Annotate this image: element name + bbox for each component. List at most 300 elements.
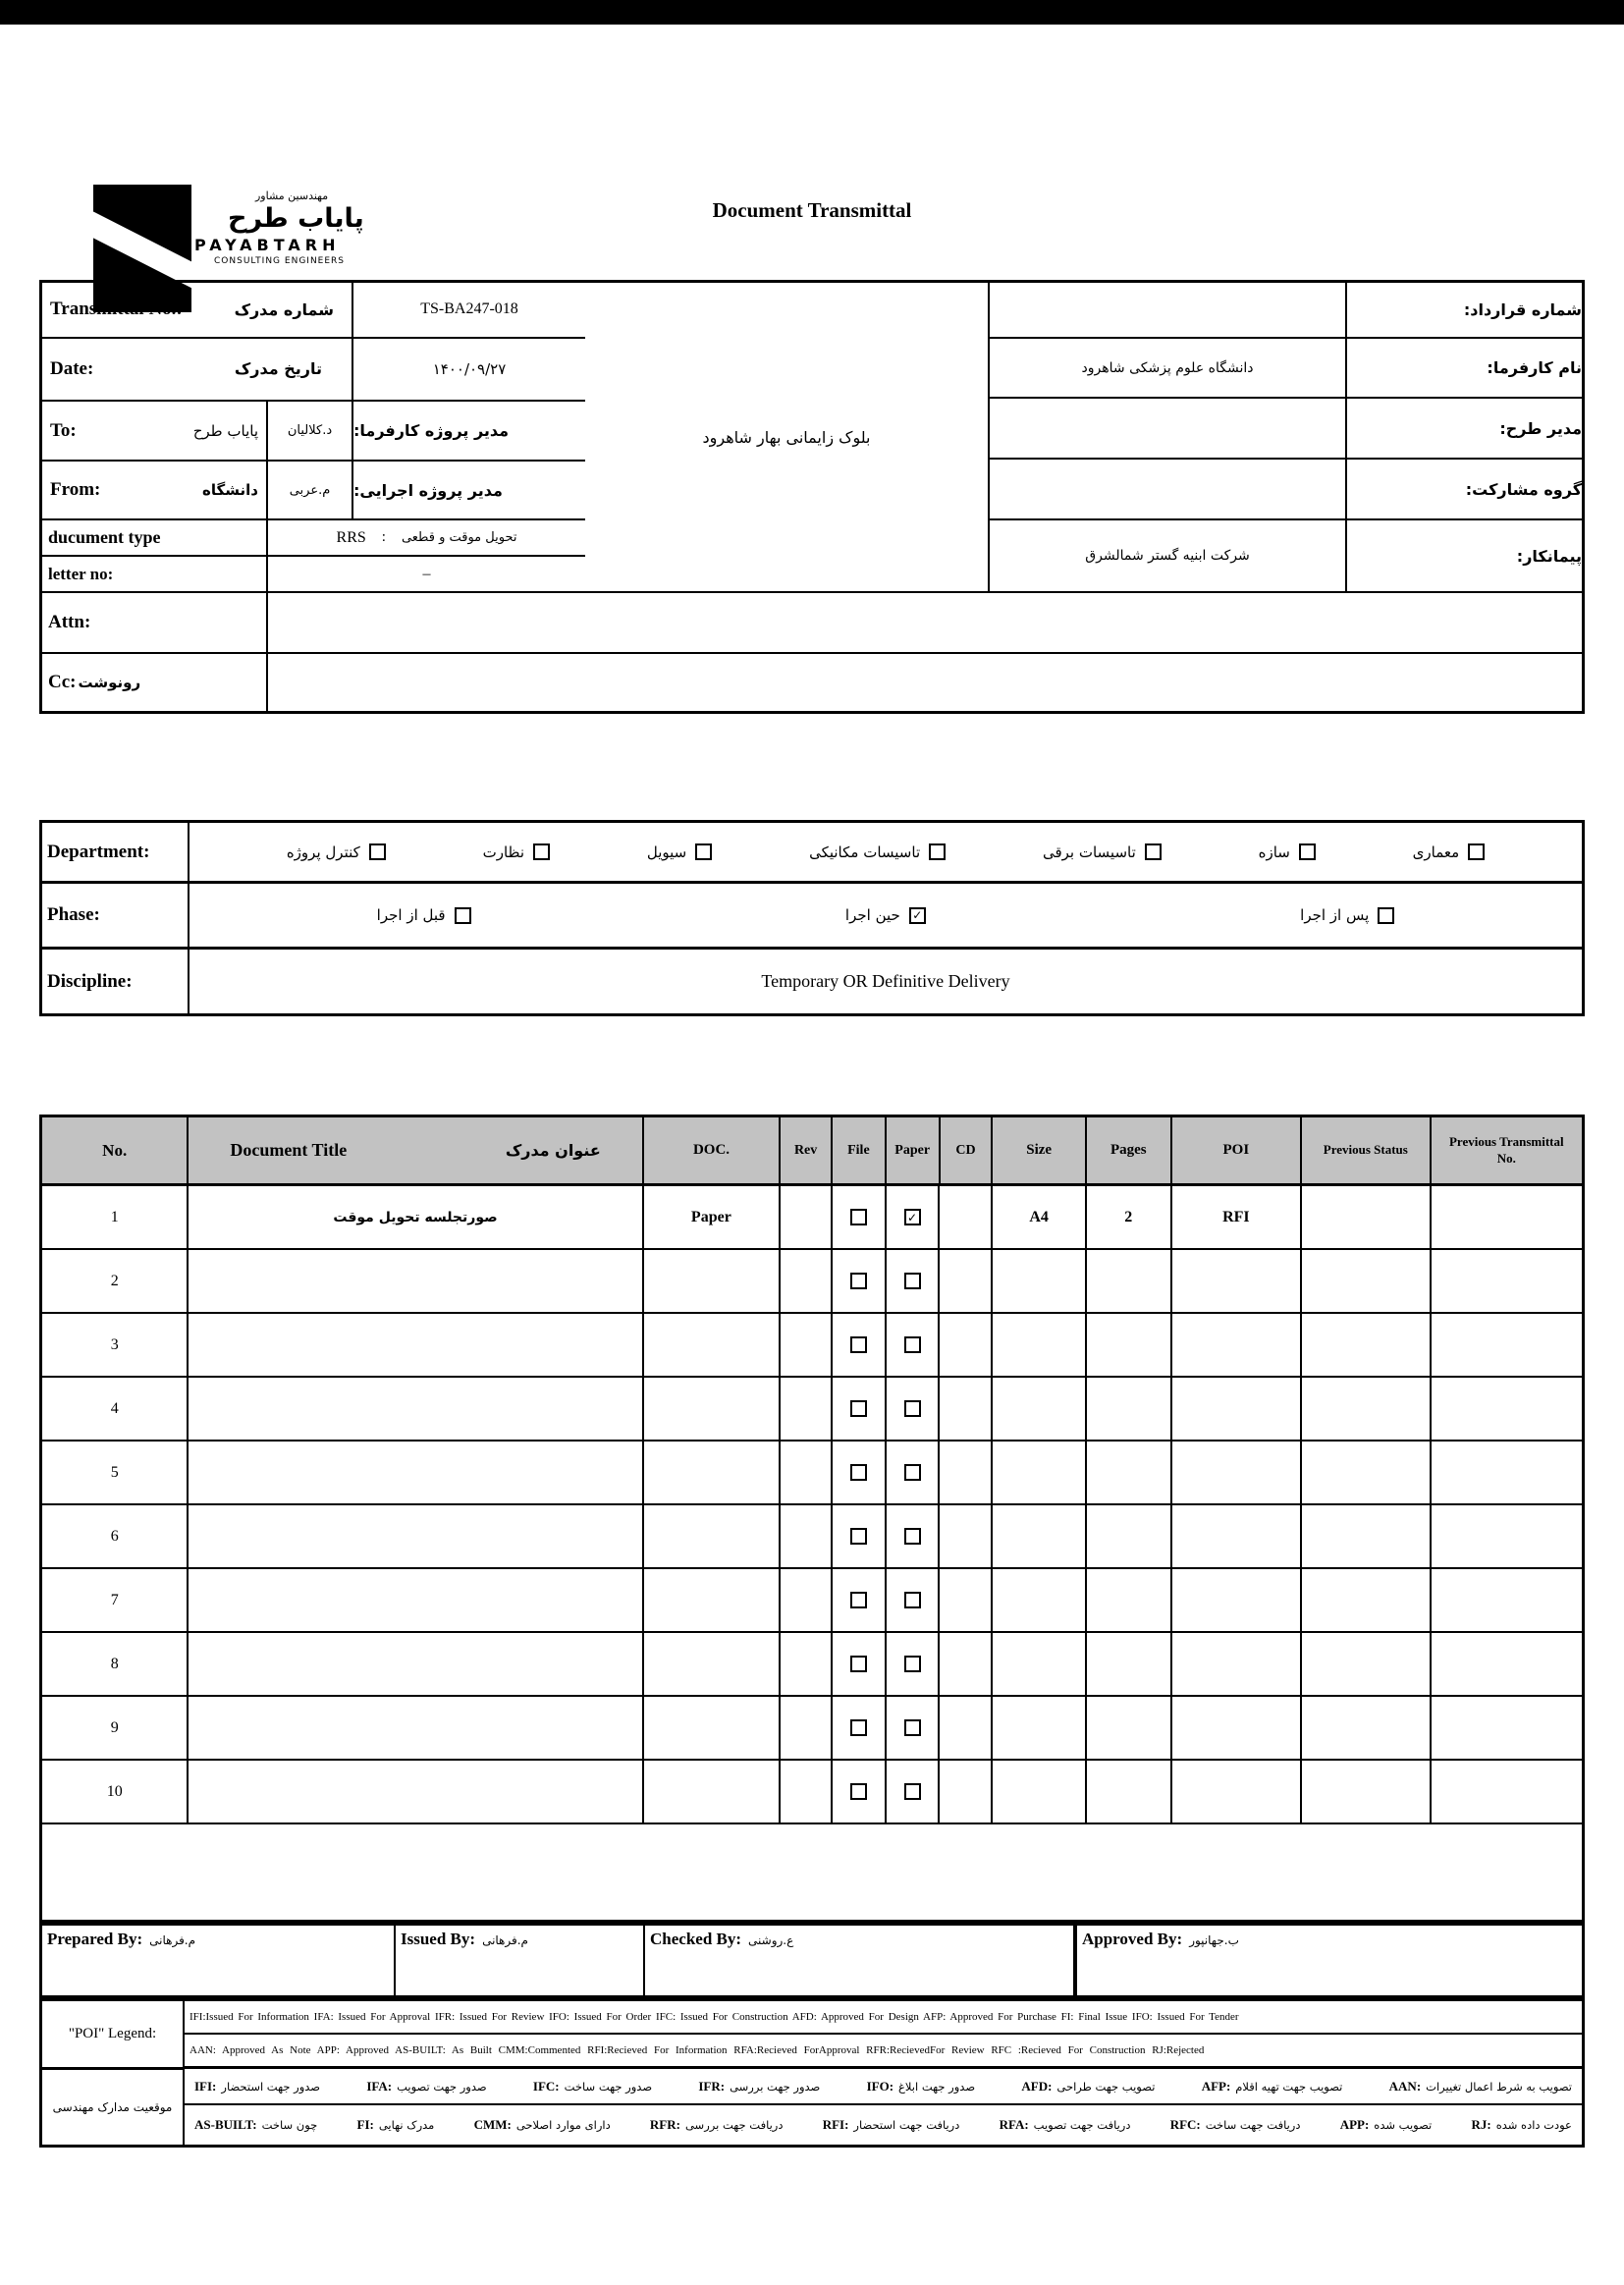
- document-list-table: [39, 1115, 1585, 1923]
- legend-persian-line-2: [185, 2105, 1582, 2145]
- to-label: To:: [50, 419, 77, 441]
- row-letter-no: [42, 557, 585, 591]
- department-option: [1259, 843, 1316, 861]
- cell-rev: [781, 1442, 833, 1503]
- legend-item-text: تصویب شده: [1374, 2118, 1433, 2132]
- file-checkbox[interactable]: [850, 1783, 867, 1800]
- cell-doc: [644, 1569, 781, 1631]
- jv-group-label: گروه مشارکت:: [1465, 479, 1582, 499]
- cell-rev: [781, 1761, 833, 1823]
- document-row: [42, 1697, 1582, 1761]
- legend-item-text: صدور جهت استحضار: [221, 2079, 321, 2094]
- document-table-header: [42, 1117, 1582, 1186]
- from-value: دانشگاه: [202, 481, 258, 500]
- to-value: پایاب طرح: [192, 421, 258, 440]
- cell-title: [189, 1314, 643, 1376]
- legend-item: [1021, 2079, 1155, 2095]
- cell-poi: [1172, 1633, 1303, 1695]
- cell-prev_status: [1302, 1378, 1432, 1440]
- discipline-value: Temporary OR Definitive Delivery: [761, 971, 1010, 991]
- row-to: [42, 402, 585, 462]
- row-contract-no: [990, 283, 1582, 339]
- document-row: [42, 1633, 1582, 1697]
- cell-title: [189, 1250, 643, 1312]
- department-option-checkbox[interactable]: [1299, 843, 1316, 860]
- row-from: [42, 462, 585, 520]
- cell-cd: [940, 1378, 993, 1440]
- phase-option-checkbox[interactable]: ✓: [909, 907, 926, 924]
- legend-item: [698, 2079, 820, 2095]
- phase-label: Phase:: [47, 904, 100, 925]
- contract-no-label: شماره قرارداد:: [1463, 300, 1582, 319]
- phase-option-checkbox[interactable]: [1378, 907, 1394, 924]
- phase-options: [189, 884, 1582, 947]
- legend-item-text: تصویب جهت تهیه اقلام: [1235, 2079, 1343, 2094]
- cell-paper: [887, 1633, 941, 1695]
- checked-by-cell: [645, 1926, 1077, 1995]
- department-option-checkbox[interactable]: [1145, 843, 1162, 860]
- department-option-label: تاسیسات مکانیکی: [809, 843, 921, 861]
- cell-prev_status: [1302, 1761, 1432, 1823]
- cell-poi: [1172, 1569, 1303, 1631]
- document-row: [42, 1378, 1582, 1442]
- page-title: Document Transmittal: [712, 198, 912, 222]
- cell-paper: [887, 1505, 941, 1567]
- cell-title: [189, 1505, 643, 1567]
- cell-rev: [781, 1697, 833, 1759]
- from-label: From:: [50, 479, 101, 501]
- logo-subtitle: CONSULTING ENGINEERS: [214, 256, 346, 267]
- phase-option-label: قبل از اجرا: [376, 906, 446, 924]
- cell-doc: [644, 1761, 781, 1823]
- document-row: [42, 1186, 1582, 1250]
- client-pm-label: مدیر پروژه کارفرما:: [353, 421, 510, 440]
- legend-item-abbr: AFD:: [1021, 2078, 1053, 2094]
- legend-item-text: چون ساخت: [261, 2118, 318, 2132]
- header-document-title-en: Document Title: [230, 1140, 348, 1161]
- legend-item-text: دریافت جهت بررسی: [684, 2118, 784, 2132]
- file-checkbox[interactable]: [850, 1656, 867, 1672]
- phase-option-label: حین اجرا: [844, 906, 900, 924]
- logo-name-en: PAYABTARH: [194, 235, 341, 254]
- cell-no: 1: [42, 1186, 189, 1248]
- legend-item-abbr: AAN:: [1388, 2078, 1422, 2094]
- legend-item-text: دریافت جهت استحضار: [853, 2118, 960, 2132]
- prepared-by-cell: [42, 1926, 396, 1995]
- paper-checkbox[interactable]: [904, 1592, 921, 1608]
- legend-item-text: صدور جهت تصویب: [397, 2079, 487, 2094]
- cell-doc: Paper: [644, 1186, 781, 1248]
- cell-poi: [1172, 1314, 1303, 1376]
- legend-item: [194, 2117, 317, 2133]
- cell-size: [993, 1505, 1087, 1567]
- cell-pages: [1087, 1505, 1172, 1567]
- cell-pages: [1087, 1250, 1172, 1312]
- phase-option-checkbox[interactable]: [455, 907, 471, 924]
- cell-no: 6: [42, 1505, 189, 1567]
- department-label: Department:: [47, 841, 150, 862]
- cell-paper: [887, 1442, 941, 1503]
- legend-item: [1340, 2117, 1433, 2133]
- department-option-label: سازه: [1258, 843, 1290, 861]
- legend-item: [1170, 2117, 1301, 2133]
- cell-prev_no: [1432, 1314, 1582, 1376]
- cell-cd: [940, 1569, 993, 1631]
- paper-checkbox[interactable]: [904, 1273, 921, 1289]
- cell-title: [189, 1761, 643, 1823]
- document-type-value-fa: تحویل موقت و قطعی: [401, 530, 517, 546]
- department-options: [189, 823, 1582, 881]
- legend-item: [366, 2079, 486, 2095]
- document-row: [42, 1761, 1582, 1824]
- checked-by-label: Checked By:: [650, 1930, 742, 1948]
- cell-title: [189, 1633, 643, 1695]
- cell-no: 9: [42, 1697, 189, 1759]
- transmittal-info-table: [39, 280, 1585, 714]
- document-type-code: RRS: [336, 528, 366, 546]
- poi-legend-table: [39, 1998, 1585, 2148]
- cell-poi: [1172, 1505, 1303, 1567]
- cell-file: [833, 1761, 887, 1823]
- cell-size: [993, 1761, 1087, 1823]
- file-checkbox[interactable]: [850, 1400, 867, 1417]
- phase-option: [377, 906, 471, 924]
- row-design-manager: [990, 399, 1582, 460]
- cell-no: 3: [42, 1314, 189, 1376]
- header-paper: Paper: [894, 1142, 931, 1158]
- header-size: Size: [1026, 1142, 1053, 1159]
- logo-name-fa: پایاب طرح: [228, 202, 364, 234]
- cell-doc: [644, 1697, 781, 1759]
- legend-item-text: تصویب به شرط اعمال تغییرات: [1426, 2079, 1572, 2094]
- legend-item-text: تصویب جهت طراحی: [1056, 2079, 1156, 2094]
- legend-item-abbr: IFO:: [866, 2078, 894, 2094]
- cell-paper: [887, 1186, 941, 1248]
- cell-cd: [940, 1314, 993, 1376]
- legend-item-abbr: IFI:: [194, 2078, 217, 2094]
- cell-file: [833, 1378, 887, 1440]
- legend-persian-line-1: [185, 2069, 1582, 2105]
- document-row: [42, 1569, 1582, 1633]
- phase-option-label: پس از اجرا: [1300, 906, 1370, 924]
- cell-doc: [644, 1505, 781, 1567]
- legend-item-text: دریافت جهت ساخت: [1205, 2118, 1301, 2132]
- legend-item-abbr: IFC:: [532, 2078, 560, 2094]
- document-row: [42, 1250, 1582, 1314]
- issued-by-label: Issued By:: [401, 1930, 476, 1948]
- department-option: [287, 843, 386, 861]
- cell-paper: [887, 1250, 941, 1312]
- cell-poi: [1172, 1697, 1303, 1759]
- legend-item-text: صدور جهت ابلاغ: [898, 2079, 976, 2094]
- department-option-checkbox[interactable]: [1468, 843, 1485, 860]
- cell-prev_status: [1302, 1186, 1432, 1248]
- cell-prev_status: [1302, 1314, 1432, 1376]
- legend-item-text: دریافت جهت تصویب: [1033, 2118, 1131, 2132]
- department-option-label: معماری: [1412, 843, 1460, 861]
- cell-cd: [940, 1633, 993, 1695]
- header-cd: CD: [955, 1142, 976, 1158]
- department-option: [1043, 843, 1162, 861]
- cell-doc: [644, 1314, 781, 1376]
- legend-item-abbr: FI:: [356, 2117, 374, 2132]
- cell-title: [189, 1569, 643, 1631]
- file-checkbox[interactable]: [850, 1528, 867, 1545]
- cell-paper: [887, 1697, 941, 1759]
- cell-prev_no: [1432, 1250, 1582, 1312]
- cell-size: [993, 1697, 1087, 1759]
- file-checkbox[interactable]: [850, 1209, 867, 1225]
- department-row: [42, 823, 1582, 884]
- cell-prev_no: [1432, 1633, 1582, 1695]
- cell-prev_no: [1432, 1761, 1582, 1823]
- cell-file: [833, 1186, 887, 1248]
- document-table-empty-area: [42, 1824, 1582, 1920]
- cell-paper: [887, 1569, 941, 1631]
- file-checkbox[interactable]: [850, 1719, 867, 1736]
- contractor-label: پیمانکار:: [1516, 546, 1582, 566]
- department-option-label: سیویل: [646, 843, 687, 861]
- document-row: [42, 1442, 1582, 1505]
- department-option: [809, 843, 946, 861]
- cell-pages: [1087, 1378, 1172, 1440]
- cell-prev_no: [1432, 1505, 1582, 1567]
- cell-title: [189, 1442, 643, 1503]
- cell-file: [833, 1633, 887, 1695]
- client-value: دانشگاه علوم پزشکی شاهرود: [1081, 359, 1254, 376]
- file-checkbox[interactable]: [850, 1464, 867, 1481]
- cell-pages: [1087, 1569, 1172, 1631]
- discipline-label: Discipline:: [47, 970, 133, 992]
- header-file: File: [847, 1142, 870, 1158]
- cell-rev: [781, 1314, 833, 1376]
- from-person: م.عربی: [289, 482, 331, 498]
- legend-label-column: [42, 2001, 185, 2145]
- cell-no: 2: [42, 1250, 189, 1312]
- department-option-checkbox[interactable]: [929, 843, 946, 860]
- file-checkbox[interactable]: [850, 1273, 867, 1289]
- header-rev: Rev: [793, 1142, 818, 1158]
- cell-pages: [1087, 1314, 1172, 1376]
- cell-pages: [1087, 1697, 1172, 1759]
- row-document-type: [42, 520, 585, 557]
- cell-poi: [1172, 1761, 1303, 1823]
- cell-pages: [1087, 1761, 1172, 1823]
- cc-label-fa: رونوشت: [78, 674, 141, 691]
- date-label-fa: تاریخ مدرک: [234, 359, 322, 379]
- legend-item: [867, 2079, 976, 2095]
- cell-size: A4: [993, 1186, 1087, 1248]
- cell-rev: [781, 1633, 833, 1695]
- cell-rev: [781, 1505, 833, 1567]
- row-attn: [42, 593, 1582, 654]
- cell-no: 4: [42, 1378, 189, 1440]
- cell-doc: [644, 1442, 781, 1503]
- department-option-checkbox[interactable]: [695, 843, 712, 860]
- header-poi: POI: [1222, 1142, 1250, 1159]
- attn-label: Attn:: [48, 612, 91, 632]
- cell-file: [833, 1442, 887, 1503]
- top-black-bar: [0, 0, 1624, 25]
- document-row: [42, 1505, 1582, 1569]
- legend-item-abbr: RFI:: [822, 2117, 849, 2132]
- legend-item-abbr: RFA:: [999, 2117, 1029, 2132]
- cell-file: [833, 1697, 887, 1759]
- cell-pages: 2: [1087, 1186, 1172, 1248]
- legend-item: [1389, 2079, 1572, 2095]
- header-no: No.: [102, 1140, 128, 1160]
- legend-item-text: صدور جهت بررسی: [730, 2079, 821, 2094]
- transmittal-no-value: TS-BA247-018: [420, 300, 518, 318]
- legend-item-text: عودت داده شده: [1495, 2118, 1572, 2132]
- paper-checkbox[interactable]: [904, 1528, 921, 1545]
- header-doc: DOC.: [692, 1142, 731, 1159]
- cell-rev: [781, 1378, 833, 1440]
- cell-poi: [1172, 1250, 1303, 1312]
- project-name: بلوک زایمانی بهار شاهرود: [702, 427, 871, 447]
- cell-size: [993, 1314, 1087, 1376]
- paper-checkbox[interactable]: [904, 1400, 921, 1417]
- legend-english-line-2: AAN: Approved As Note APP: Approved AS-BUILT: As Built CMM:Commented RFI:Recieved For Information RFA:Recieved ForApproval RFR:RecievedFor Review RFC :Recieved For Construction RJ:Rejected: [185, 2035, 1582, 2069]
- attn-value: [268, 593, 1582, 652]
- row-jv-group: [990, 460, 1582, 520]
- legend-item: [357, 2117, 435, 2133]
- document-row: [42, 1314, 1582, 1378]
- cell-pages: [1087, 1633, 1172, 1695]
- legend-item-abbr: AS-BUILT:: [194, 2117, 257, 2132]
- cell-prev_no: [1432, 1378, 1582, 1440]
- cell-poi: RFI: [1172, 1186, 1303, 1248]
- legend-item: [533, 2079, 652, 2095]
- paper-checkbox[interactable]: [904, 1464, 921, 1481]
- prepared-by-name: م.فرهانی: [149, 1933, 196, 1947]
- legend-item-text: صدور جهت ساخت: [564, 2079, 653, 2094]
- paper-checkbox[interactable]: [904, 1656, 921, 1672]
- cell-paper: [887, 1378, 941, 1440]
- transmittal-no-label-fa: شماره مدرک: [234, 299, 334, 319]
- cell-paper: [887, 1761, 941, 1823]
- legend-item-text: دارای موارد اصلاحی: [515, 2118, 611, 2132]
- cell-rev: [781, 1569, 833, 1631]
- cell-poi: [1172, 1442, 1303, 1503]
- cell-cd: [940, 1697, 993, 1759]
- cell-prev_status: [1302, 1697, 1432, 1759]
- legend-item-abbr: IFR:: [698, 2078, 726, 2094]
- file-checkbox[interactable]: [850, 1336, 867, 1353]
- cell-paper: [887, 1314, 941, 1376]
- legend-item-abbr: CMM:: [473, 2117, 512, 2132]
- row-cc: [42, 654, 1582, 711]
- cell-size: [993, 1378, 1087, 1440]
- legend-item: [1202, 2079, 1343, 2095]
- header-pages: Pages: [1110, 1142, 1147, 1159]
- department-phase-table: [39, 820, 1585, 1016]
- client-label: نام کارفرما:: [1487, 358, 1582, 377]
- row-client: [990, 339, 1582, 399]
- cell-prev_status: [1302, 1569, 1432, 1631]
- cell-no: 10: [42, 1761, 189, 1823]
- department-option-label: کنترل پروژه: [286, 843, 360, 861]
- cell-cd: [940, 1442, 993, 1503]
- poi-legend-label: "POI" Legend:: [68, 2026, 157, 2041]
- cell-rev: [781, 1250, 833, 1312]
- approved-by-name: ب.جهانپور: [1189, 1933, 1239, 1947]
- paper-checkbox[interactable]: ✓: [904, 1209, 921, 1225]
- logo-tagline-fa: مهندسین مشاور: [255, 190, 329, 202]
- cell-prev_no: [1432, 1569, 1582, 1631]
- document-type-label: ducument type: [48, 527, 161, 548]
- paper-checkbox[interactable]: [904, 1336, 921, 1353]
- cell-file: [833, 1569, 887, 1631]
- cell-doc: [644, 1250, 781, 1312]
- cell-prev_status: [1302, 1250, 1432, 1312]
- cell-prev_no: [1432, 1442, 1582, 1503]
- legend-item-text: مدرک نهایی: [378, 2118, 435, 2132]
- cell-poi: [1172, 1378, 1303, 1440]
- department-option-label: تاسیسات برقی: [1042, 843, 1136, 861]
- file-checkbox[interactable]: [850, 1592, 867, 1608]
- paper-checkbox[interactable]: [904, 1719, 921, 1736]
- cell-size: [993, 1633, 1087, 1695]
- legend-english-line-1: IFI:Issued For Information IFA: Issued For Approval IFR: Issued For Review IFO: Issued For Order IFC: Issued For Construction AFD: Approved For Design AFP: Approved For Purchase FI: Final Issue IFO: Issued For Tender: [185, 2001, 1582, 2035]
- cell-doc: [644, 1378, 781, 1440]
- legend-item: [474, 2117, 611, 2133]
- cell-title: [189, 1378, 643, 1440]
- legend-item: [194, 2079, 320, 2095]
- to-person: د.کلالیان: [287, 423, 333, 438]
- cc-label: Cc:: [48, 672, 77, 692]
- header-previous-status: Previous Status: [1323, 1142, 1408, 1158]
- department-option-checkbox[interactable]: [369, 843, 386, 860]
- cell-title: صورتجلسه تحویل موقت: [189, 1186, 643, 1248]
- cell-prev_status: [1302, 1442, 1432, 1503]
- date-value: ۱۴۰۰/۰۹/۲۷: [432, 359, 507, 378]
- legend-rows: [185, 2001, 1582, 2145]
- department-option-checkbox[interactable]: [533, 843, 550, 860]
- cell-cd: [940, 1505, 993, 1567]
- cell-cd: [940, 1250, 993, 1312]
- cell-file: [833, 1250, 887, 1312]
- legend-item-abbr: IFA:: [366, 2078, 393, 2094]
- department-option: [483, 843, 550, 861]
- paper-checkbox[interactable]: [904, 1783, 921, 1800]
- cell-doc: [644, 1633, 781, 1695]
- issued-by-name: م.فرهانی: [482, 1933, 528, 1947]
- cell-no: 8: [42, 1633, 189, 1695]
- department-option-label: نظارت: [482, 843, 525, 861]
- letter-no-label: letter no:: [48, 564, 114, 583]
- design-manager-label: مدیر طرح:: [1499, 418, 1582, 438]
- cc-value: [268, 654, 1582, 711]
- phase-row: [42, 884, 1582, 950]
- cell-size: [993, 1442, 1087, 1503]
- issued-by-cell: [396, 1926, 645, 1995]
- cell-file: [833, 1314, 887, 1376]
- approved-by-cell: [1077, 1926, 1582, 1995]
- legend-item-abbr: APP:: [1339, 2117, 1370, 2132]
- legend-item-abbr: RJ:: [1471, 2117, 1491, 2132]
- cell-size: [993, 1250, 1087, 1312]
- letter-no-value: –: [422, 565, 431, 582]
- cell-pages: [1087, 1442, 1172, 1503]
- phase-option: [1300, 906, 1394, 924]
- discipline-row: [42, 950, 1582, 1013]
- cell-cd: [940, 1186, 993, 1248]
- phase-option: [845, 906, 926, 924]
- exec-pm-label: مدیر پروژه اجرایی:: [353, 480, 503, 500]
- cell-rev: [781, 1186, 833, 1248]
- approved-by-label: Approved By:: [1082, 1930, 1183, 1948]
